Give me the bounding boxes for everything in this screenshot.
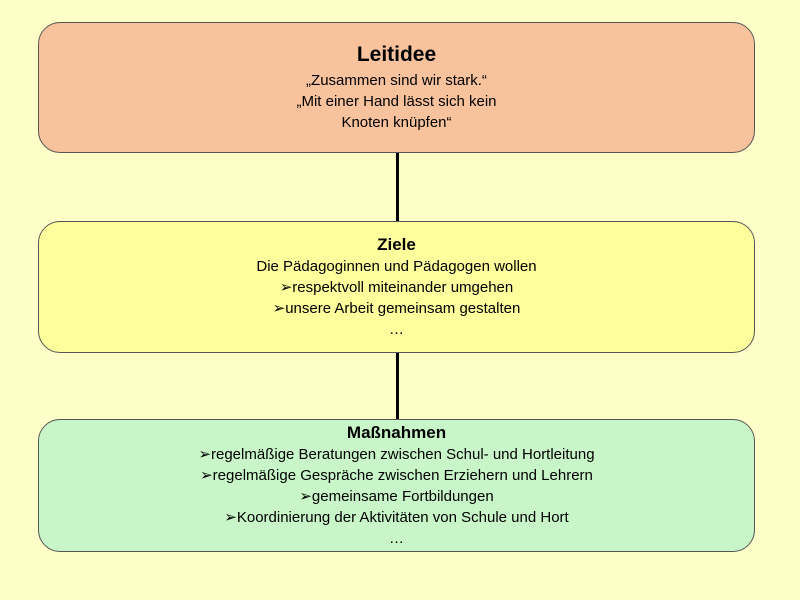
ziele-lines <box>256 256 536 340</box>
leitidee-line: „Mit einer Hand lässt sich kein <box>296 93 497 111</box>
massnahmen-line: … <box>389 530 404 548</box>
massnahmen-title: Maßnahmen <box>346 422 447 442</box>
ziele-line: … <box>388 321 404 339</box>
connector-leitidee-ziele <box>396 152 399 222</box>
ziele-line: ➢respektvoll miteinander umgehen <box>279 279 514 297</box>
massnahmen-line: ➢gemeinsame Fortbildungen <box>299 488 494 506</box>
massnahmen-line: ➢regelmäßige Gespräche zwischen Erziehern und Lehrern <box>200 467 593 485</box>
leitidee-box <box>38 22 755 153</box>
ziele-line: ➢unsere Arbeit gemeinsam gestalten <box>272 300 521 318</box>
leitidee-lines <box>296 70 496 133</box>
ziele-title: Ziele <box>377 234 416 254</box>
massnahmen-line: ➢Koordinierung der Aktivitäten von Schule und Hort <box>224 509 569 527</box>
leitidee-title: Leitidee <box>356 42 437 66</box>
massnahmen-line: ➢regelmäßige Beratungen zwischen Schul- und Hortleitung <box>198 446 595 464</box>
connector-ziele-massnahmen <box>396 352 399 420</box>
massnahmen-box <box>38 419 755 552</box>
ziele-line: Die Pädagoginnen und Pädagogen wollen <box>256 258 537 276</box>
leitidee-line: Knoten knüpfen“ <box>341 114 452 132</box>
leitidee-line: „Zusammen sind wir stark.“ <box>306 72 487 90</box>
massnahmen-lines <box>198 444 594 549</box>
ziele-box <box>38 221 755 353</box>
